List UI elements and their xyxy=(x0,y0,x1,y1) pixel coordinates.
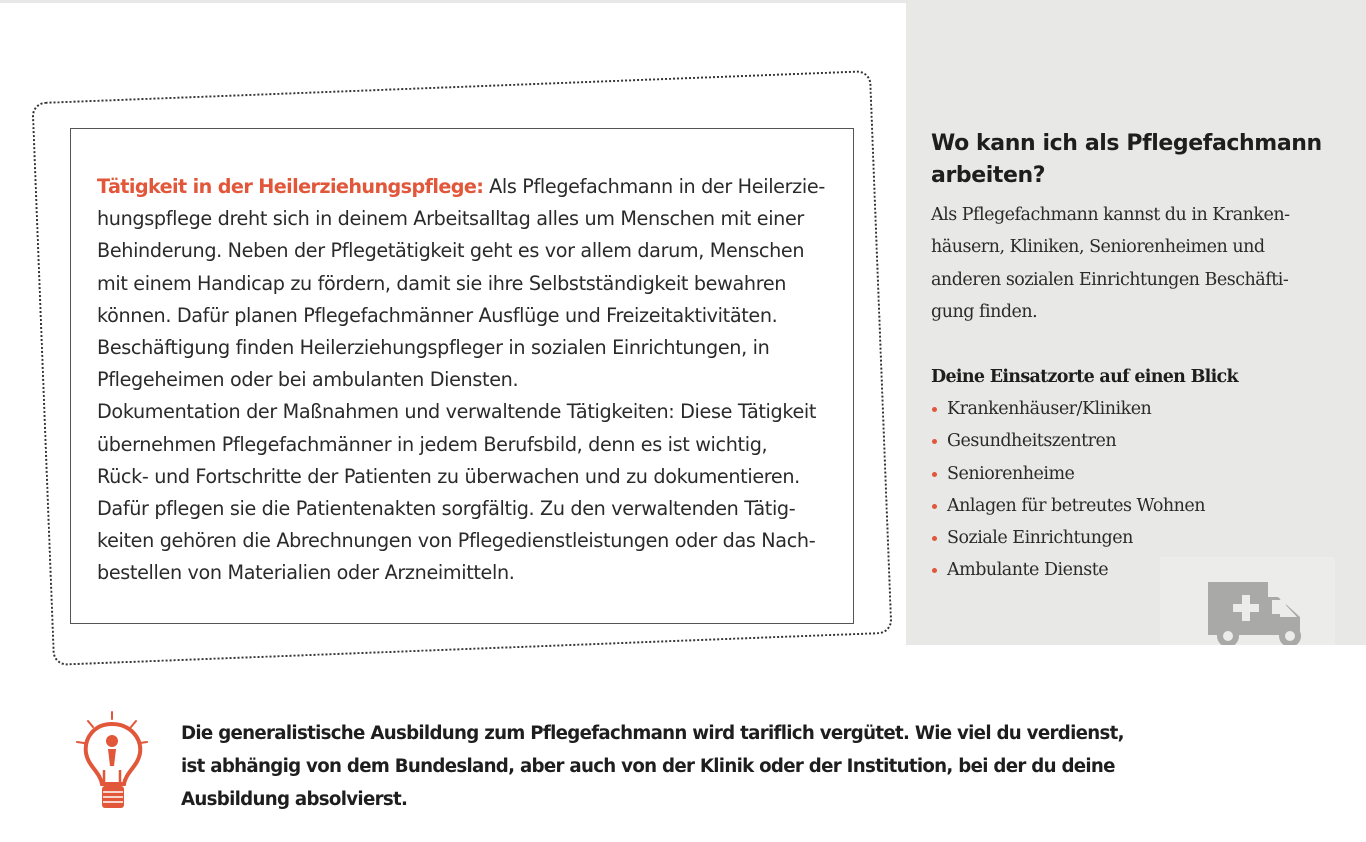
list-item xyxy=(931,393,1205,425)
list-item-label: Ambulante Dienste xyxy=(947,560,1109,581)
list-item-label: Gesundheitszentren xyxy=(947,431,1117,452)
card-line: Dokumentation der Maßnahmen und verwaltende Tätigkeiten: Diese Tätigkeit xyxy=(97,400,817,424)
list-item xyxy=(931,490,1205,522)
list-item-label: Soziale Einrichtungen xyxy=(947,528,1133,549)
bullet-icon xyxy=(932,439,937,444)
note-line: Ausbildung absolvierst. xyxy=(181,789,408,810)
bullet-icon xyxy=(932,536,937,541)
list-item-label: Seniorenheime xyxy=(947,463,1075,484)
sidebar-paragraph-line: gung finden. xyxy=(931,301,1038,322)
card-line: Rück- und Fortschritte der Patienten zu überwachen und zu dokumentieren. xyxy=(97,464,800,488)
bullet-icon xyxy=(932,568,937,573)
sidebar-title-line: arbeiten? xyxy=(931,163,1046,188)
card-line: Pflegeheimen oder bei ambulanten Diensten. xyxy=(97,368,519,392)
list-item xyxy=(931,425,1205,457)
list-item-label: Krankenhäuser/Kliniken xyxy=(947,399,1152,419)
info-card xyxy=(70,128,854,624)
card-line: keiten gehören die Abrechnungen von Pflegedienstleistungen oder das Nach- xyxy=(97,529,816,553)
list-item xyxy=(931,522,1205,554)
card-first-line-rest: Als Pflegefachmann in der Heilerzie- xyxy=(483,175,825,198)
card-line: Beschäftigung finden Heilerziehungspfleger in sozialen Einrichtungen, in xyxy=(97,336,770,360)
card-line: übernehmen Pflegefachmänner in jedem Berufsbild, denn es ist wichtig, xyxy=(97,432,768,456)
list-item-label: Anlagen für betreutes Wohnen xyxy=(947,495,1206,516)
places-heading: Deine Einsatzorte auf einen Blick xyxy=(931,367,1238,387)
card-line: können. Dafür planen Pflegefachmänner Ausflüge und Freizeitaktivitäten. xyxy=(97,303,778,327)
sidebar-paragraph-line: anderen sozialen Einrichtungen Beschäfti- xyxy=(931,269,1289,290)
card-line: mit einem Handicap zu fördern, damit sie ihre Selbstständigkeit bewahren xyxy=(97,271,787,295)
sidebar-paragraph-line: Als Pflegefachmann kannst du in Kranken- xyxy=(931,205,1290,225)
bullet-icon xyxy=(932,472,937,477)
card-line: Behinderung. Neben der Pflegetätigkeit geht es vor allem darum, Menschen xyxy=(97,239,805,263)
note-line: Die generalistische Ausbildung zum Pflegefachmann wird tariflich vergütet. Wie viel du verdienst, xyxy=(181,723,1124,744)
bullet-icon xyxy=(932,407,937,412)
card-heading: Tätigkeit in der Heilerziehungspflege: xyxy=(97,175,484,198)
salary-note xyxy=(181,717,1124,816)
card-first-line xyxy=(97,171,837,203)
note-line: ist abhängig von dem Bundesland, aber auch von der Klinik oder der Institution, bei der du deine xyxy=(181,756,1115,777)
card-line: Dafür pflegen sie die Patientenakten sorgfältig. Zu den verwaltenden Tätig- xyxy=(97,497,796,521)
sidebar-title xyxy=(931,128,1331,192)
lightbulb-icon xyxy=(74,708,156,812)
card-line: hungspflege dreht sich in deinem Arbeitsalltag alles um Menschen mit einer xyxy=(97,207,804,231)
ambulance-icon xyxy=(1160,557,1335,645)
sidebar-title-line: Wo kann ich als Pflegefachmann xyxy=(931,131,1322,156)
sidebar-paragraph-line: häusern, Kliniken, Seniorenheimen und xyxy=(931,237,1265,258)
card-text xyxy=(97,171,837,590)
bullet-icon xyxy=(932,504,937,509)
card-line: bestellen von Materialien oder Arzneimitteln. xyxy=(97,561,515,585)
list-item xyxy=(931,458,1205,490)
sidebar-paragraph xyxy=(931,199,1351,328)
